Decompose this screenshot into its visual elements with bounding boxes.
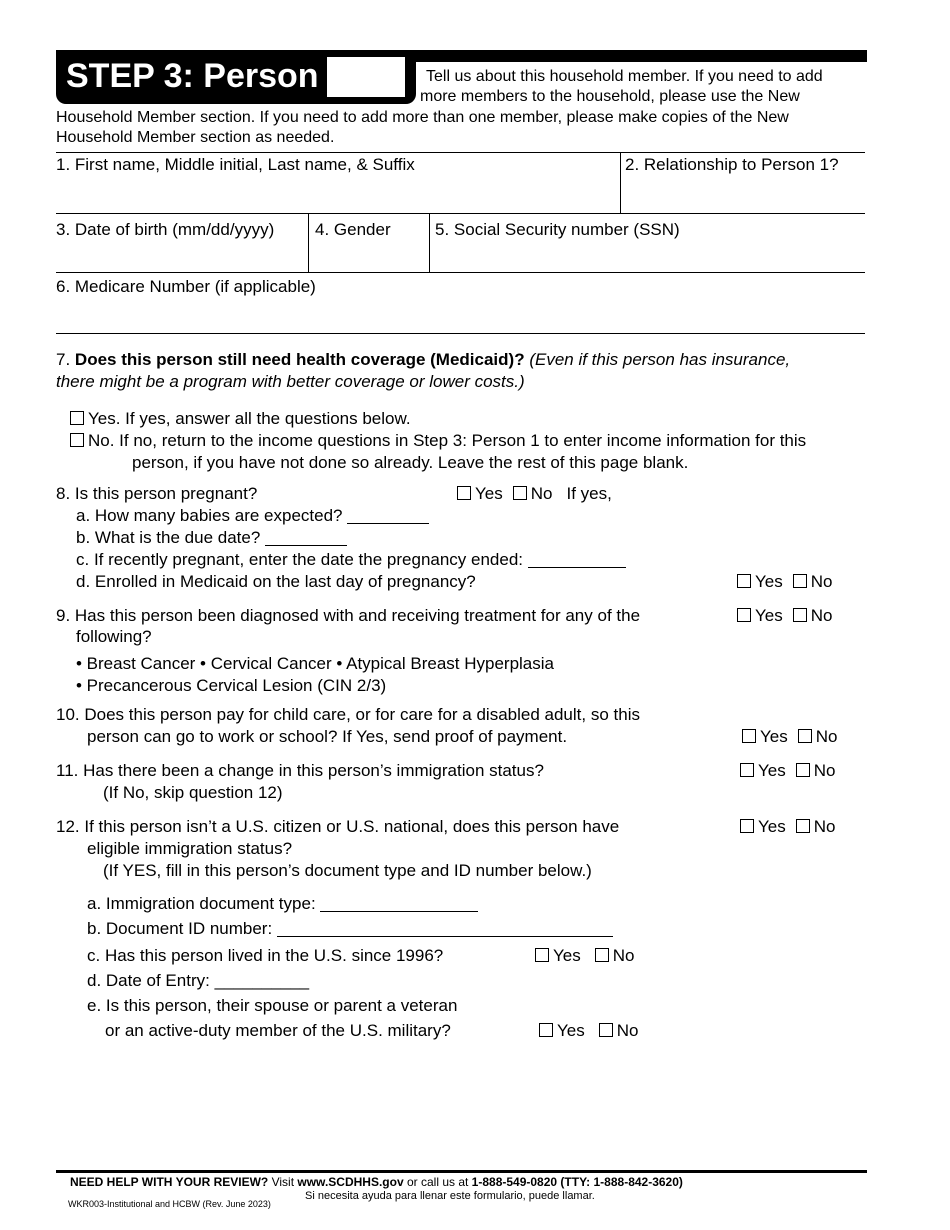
q8d-no-checkbox[interactable] bbox=[793, 574, 807, 588]
no-label: No bbox=[616, 1021, 639, 1040]
q9-line-2: following? bbox=[76, 627, 152, 646]
q10-line-2: person can go to work or school? If Yes, send proof of payment. bbox=[87, 727, 568, 746]
grid-line bbox=[56, 152, 865, 153]
footer-spanish: Si necesita ayuda para llenar este formulario, puede llamar. bbox=[305, 1190, 595, 1202]
no-label: No bbox=[530, 484, 553, 503]
no-label: No bbox=[810, 572, 833, 591]
q7-no-option[interactable] bbox=[70, 430, 806, 452]
q7-line-1 bbox=[56, 349, 790, 371]
q11-line-1: 11. Has there been a change in this person’s immigration status? bbox=[56, 761, 544, 780]
date-of-entry-input[interactable]: __________ bbox=[214, 971, 310, 990]
q7-italic-a: (Even if this person has insurance, bbox=[529, 350, 791, 369]
q11-yes-no bbox=[740, 760, 835, 782]
q8-no-option[interactable] bbox=[513, 484, 553, 503]
q12d-label: d. Date of Entry: bbox=[87, 971, 210, 990]
q12c-yes-no bbox=[535, 945, 634, 967]
q8-question: 8. Is this person pregnant? bbox=[56, 484, 258, 503]
q12-line-2: eligible immigration status? bbox=[87, 839, 293, 858]
q12c-label: c. Has this person lived in the U.S. since 1996? bbox=[87, 946, 444, 965]
yes-label: Yes bbox=[557, 1021, 585, 1040]
no-label: No bbox=[815, 727, 838, 746]
q12d-row bbox=[87, 970, 309, 992]
intro-line-1: Tell us about this household member. If you need to add bbox=[426, 68, 823, 85]
q8d-label: d. Enrolled in Medicaid on the last day of pregnancy? bbox=[76, 572, 476, 591]
q8-yes-option[interactable] bbox=[457, 484, 503, 503]
yes-label: Yes bbox=[755, 572, 783, 591]
footer-visit: Visit bbox=[271, 1175, 295, 1189]
q12e-line-1: e. Is this person, their spouse or parent a veteran bbox=[87, 996, 458, 1015]
q9-no-option[interactable] bbox=[793, 606, 833, 625]
footer-form-id: WKR003-Institutional and HCBW (Rev. June 2023) bbox=[68, 1199, 271, 1209]
q7-italic-b: there might be a program with better coverage or lower costs.) bbox=[56, 372, 525, 391]
dob-field[interactable] bbox=[56, 242, 306, 270]
yes-label: Yes bbox=[758, 817, 786, 836]
babies-expected-input[interactable] bbox=[347, 507, 429, 524]
document-type-input[interactable] bbox=[320, 895, 478, 912]
q7-no-text-2: person, if you have not done so already. Leave the rest of this page blank. bbox=[132, 453, 689, 472]
q7-bold: Does this person still need health coverage (Medicaid)? bbox=[74, 350, 525, 369]
grid-line bbox=[620, 152, 621, 213]
q7-line-2 bbox=[56, 371, 525, 393]
q9-yes-no bbox=[737, 605, 832, 627]
pregnancy-end-date-input[interactable] bbox=[528, 551, 626, 568]
medicare-field[interactable] bbox=[56, 300, 864, 330]
q9-no-checkbox[interactable] bbox=[793, 608, 807, 622]
ssn-field-label: 5. Social Security number (SSN) bbox=[435, 220, 680, 239]
ssn-field[interactable] bbox=[433, 242, 863, 270]
q10-yes-option[interactable] bbox=[742, 727, 788, 746]
q11-no-checkbox[interactable] bbox=[796, 763, 810, 777]
q12-line-1: 12. If this person isn’t a U.S. citizen or U.S. national, does this person have bbox=[56, 817, 620, 836]
q11-yes-checkbox[interactable] bbox=[740, 763, 754, 777]
q10-line-1: 10. Does this person pay for child care, or for care for a disabled adult, so this bbox=[56, 705, 640, 724]
grid-line bbox=[56, 333, 865, 334]
q12a-row bbox=[87, 893, 478, 915]
q8d-yes-checkbox[interactable] bbox=[737, 574, 751, 588]
q10-yes-checkbox[interactable] bbox=[742, 729, 756, 743]
q12c-yes-option[interactable] bbox=[535, 946, 581, 965]
q12e-line-2: or an active-duty member of the U.S. military? bbox=[105, 1021, 451, 1040]
q12e-yes-no bbox=[539, 1020, 638, 1042]
gender-field[interactable] bbox=[312, 242, 427, 270]
no-label: No bbox=[813, 761, 836, 780]
q7-yes-checkbox[interactable] bbox=[70, 411, 84, 425]
grid-line bbox=[308, 213, 309, 272]
q11-yes-option[interactable] bbox=[740, 761, 786, 780]
q12-line-3: (If YES, fill in this person’s document type and ID number below.) bbox=[103, 861, 592, 880]
q8a-row bbox=[76, 505, 429, 527]
yes-label: Yes bbox=[475, 484, 503, 503]
footer-phone: 1-888-549-0820 (TTY: 1-888-842-3620) bbox=[471, 1175, 683, 1189]
q10-no-checkbox[interactable] bbox=[798, 729, 812, 743]
q12c-no-option[interactable] bbox=[595, 946, 635, 965]
q10-no-option[interactable] bbox=[798, 727, 838, 746]
gender-field-label: 4. Gender bbox=[315, 220, 391, 239]
q12-yes-option[interactable] bbox=[740, 817, 786, 836]
step-title: STEP 3: Person bbox=[66, 57, 319, 95]
grid-line bbox=[429, 213, 430, 272]
q9-yes-option[interactable] bbox=[737, 606, 783, 625]
q8-if-yes: If yes, bbox=[566, 484, 612, 503]
no-label: No bbox=[810, 606, 833, 625]
footer-url-link[interactable]: www.SCDHHS.gov bbox=[297, 1175, 404, 1189]
q8b-label: b. What is the due date? bbox=[76, 528, 261, 547]
q9-bullets-1: • Breast Cancer • Cervical Cancer • Atypical Breast Hyperplasia bbox=[76, 654, 554, 673]
name-field-label: 1. First name, Middle initial, Last name, & Suffix bbox=[56, 155, 415, 174]
q12-yes-no bbox=[740, 816, 835, 838]
yes-label: Yes bbox=[760, 727, 788, 746]
yes-label: Yes bbox=[755, 606, 783, 625]
no-label: No bbox=[612, 946, 635, 965]
document-id-input[interactable] bbox=[277, 920, 613, 937]
q12c-yes-checkbox[interactable] bbox=[535, 948, 549, 962]
q12e-no-checkbox[interactable] bbox=[599, 1023, 613, 1037]
q7-num: 7. bbox=[56, 350, 71, 369]
q9-line-1: 9. Has this person been diagnosed with and receiving treatment for any of the bbox=[56, 606, 641, 625]
q8c-label: c. If recently pregnant, enter the date the pregnancy ended: bbox=[76, 550, 524, 569]
dob-field-label: 3. Date of birth (mm/dd/yyyy) bbox=[56, 220, 275, 239]
intro-line-3: Household Member section. If you need to add more than one member, please make copies of the New bbox=[56, 109, 789, 126]
medicare-field-label: 6. Medicare Number (if applicable) bbox=[56, 277, 316, 296]
grid-line bbox=[56, 272, 865, 273]
q12b-row bbox=[87, 918, 613, 940]
relationship-field[interactable] bbox=[624, 176, 864, 210]
q8-yes-no bbox=[457, 483, 612, 505]
q8b-row bbox=[76, 527, 347, 549]
q12e-no-option[interactable] bbox=[599, 1021, 639, 1040]
q8-yes-checkbox[interactable] bbox=[457, 486, 471, 500]
q8-no-checkbox[interactable] bbox=[513, 486, 527, 500]
footer-rule bbox=[56, 1170, 867, 1173]
q9-bullets-2: • Precancerous Cervical Lesion (CIN 2/3) bbox=[76, 676, 387, 695]
q8d-no-option[interactable] bbox=[793, 572, 833, 591]
q12-no-checkbox[interactable] bbox=[796, 819, 810, 833]
footer-help-bold: NEED HELP WITH YOUR REVIEW? bbox=[70, 1175, 269, 1189]
q9-yes-checkbox[interactable] bbox=[737, 608, 751, 622]
q12-yes-checkbox[interactable] bbox=[740, 819, 754, 833]
q8d-yes-no bbox=[737, 571, 832, 593]
q12e-yes-checkbox[interactable] bbox=[539, 1023, 553, 1037]
q7-yes-text: Yes. If yes, answer all the questions below. bbox=[88, 409, 411, 428]
q10-yes-no bbox=[742, 726, 837, 748]
no-label: No bbox=[813, 817, 836, 836]
q12c-no-checkbox[interactable] bbox=[595, 948, 609, 962]
yes-label: Yes bbox=[758, 761, 786, 780]
grid-line bbox=[56, 213, 865, 214]
name-field[interactable] bbox=[56, 176, 618, 210]
relationship-field-label: 2. Relationship to Person 1? bbox=[625, 155, 839, 174]
intro-line-2: more members to the household, please use the New bbox=[420, 88, 800, 105]
yes-label: Yes bbox=[553, 946, 581, 965]
intro-line-4: Household Member section as needed. bbox=[56, 129, 335, 146]
q12-no-option[interactable] bbox=[796, 817, 836, 836]
q11-no-option[interactable] bbox=[796, 761, 836, 780]
q12a-label: a. Immigration document type: bbox=[87, 894, 316, 913]
q7-yes-option[interactable] bbox=[70, 408, 411, 430]
due-date-input[interactable] bbox=[265, 529, 347, 546]
q8a-label: a. How many babies are expected? bbox=[76, 506, 343, 525]
footer-call: or call us at bbox=[406, 1175, 469, 1189]
q7-no-checkbox[interactable] bbox=[70, 433, 84, 447]
q12b-label: b. Document ID number: bbox=[87, 919, 273, 938]
q11-line-2: (If No, skip question 12) bbox=[103, 783, 283, 802]
q8c-row bbox=[76, 549, 626, 571]
q7-no-text: No. If no, return to the income questions in Step 3: Person 1 to enter income information for this bbox=[88, 431, 807, 450]
q8d-yes-option[interactable] bbox=[737, 572, 783, 591]
q12e-yes-option[interactable] bbox=[539, 1021, 585, 1040]
person-number-box[interactable] bbox=[327, 57, 405, 97]
